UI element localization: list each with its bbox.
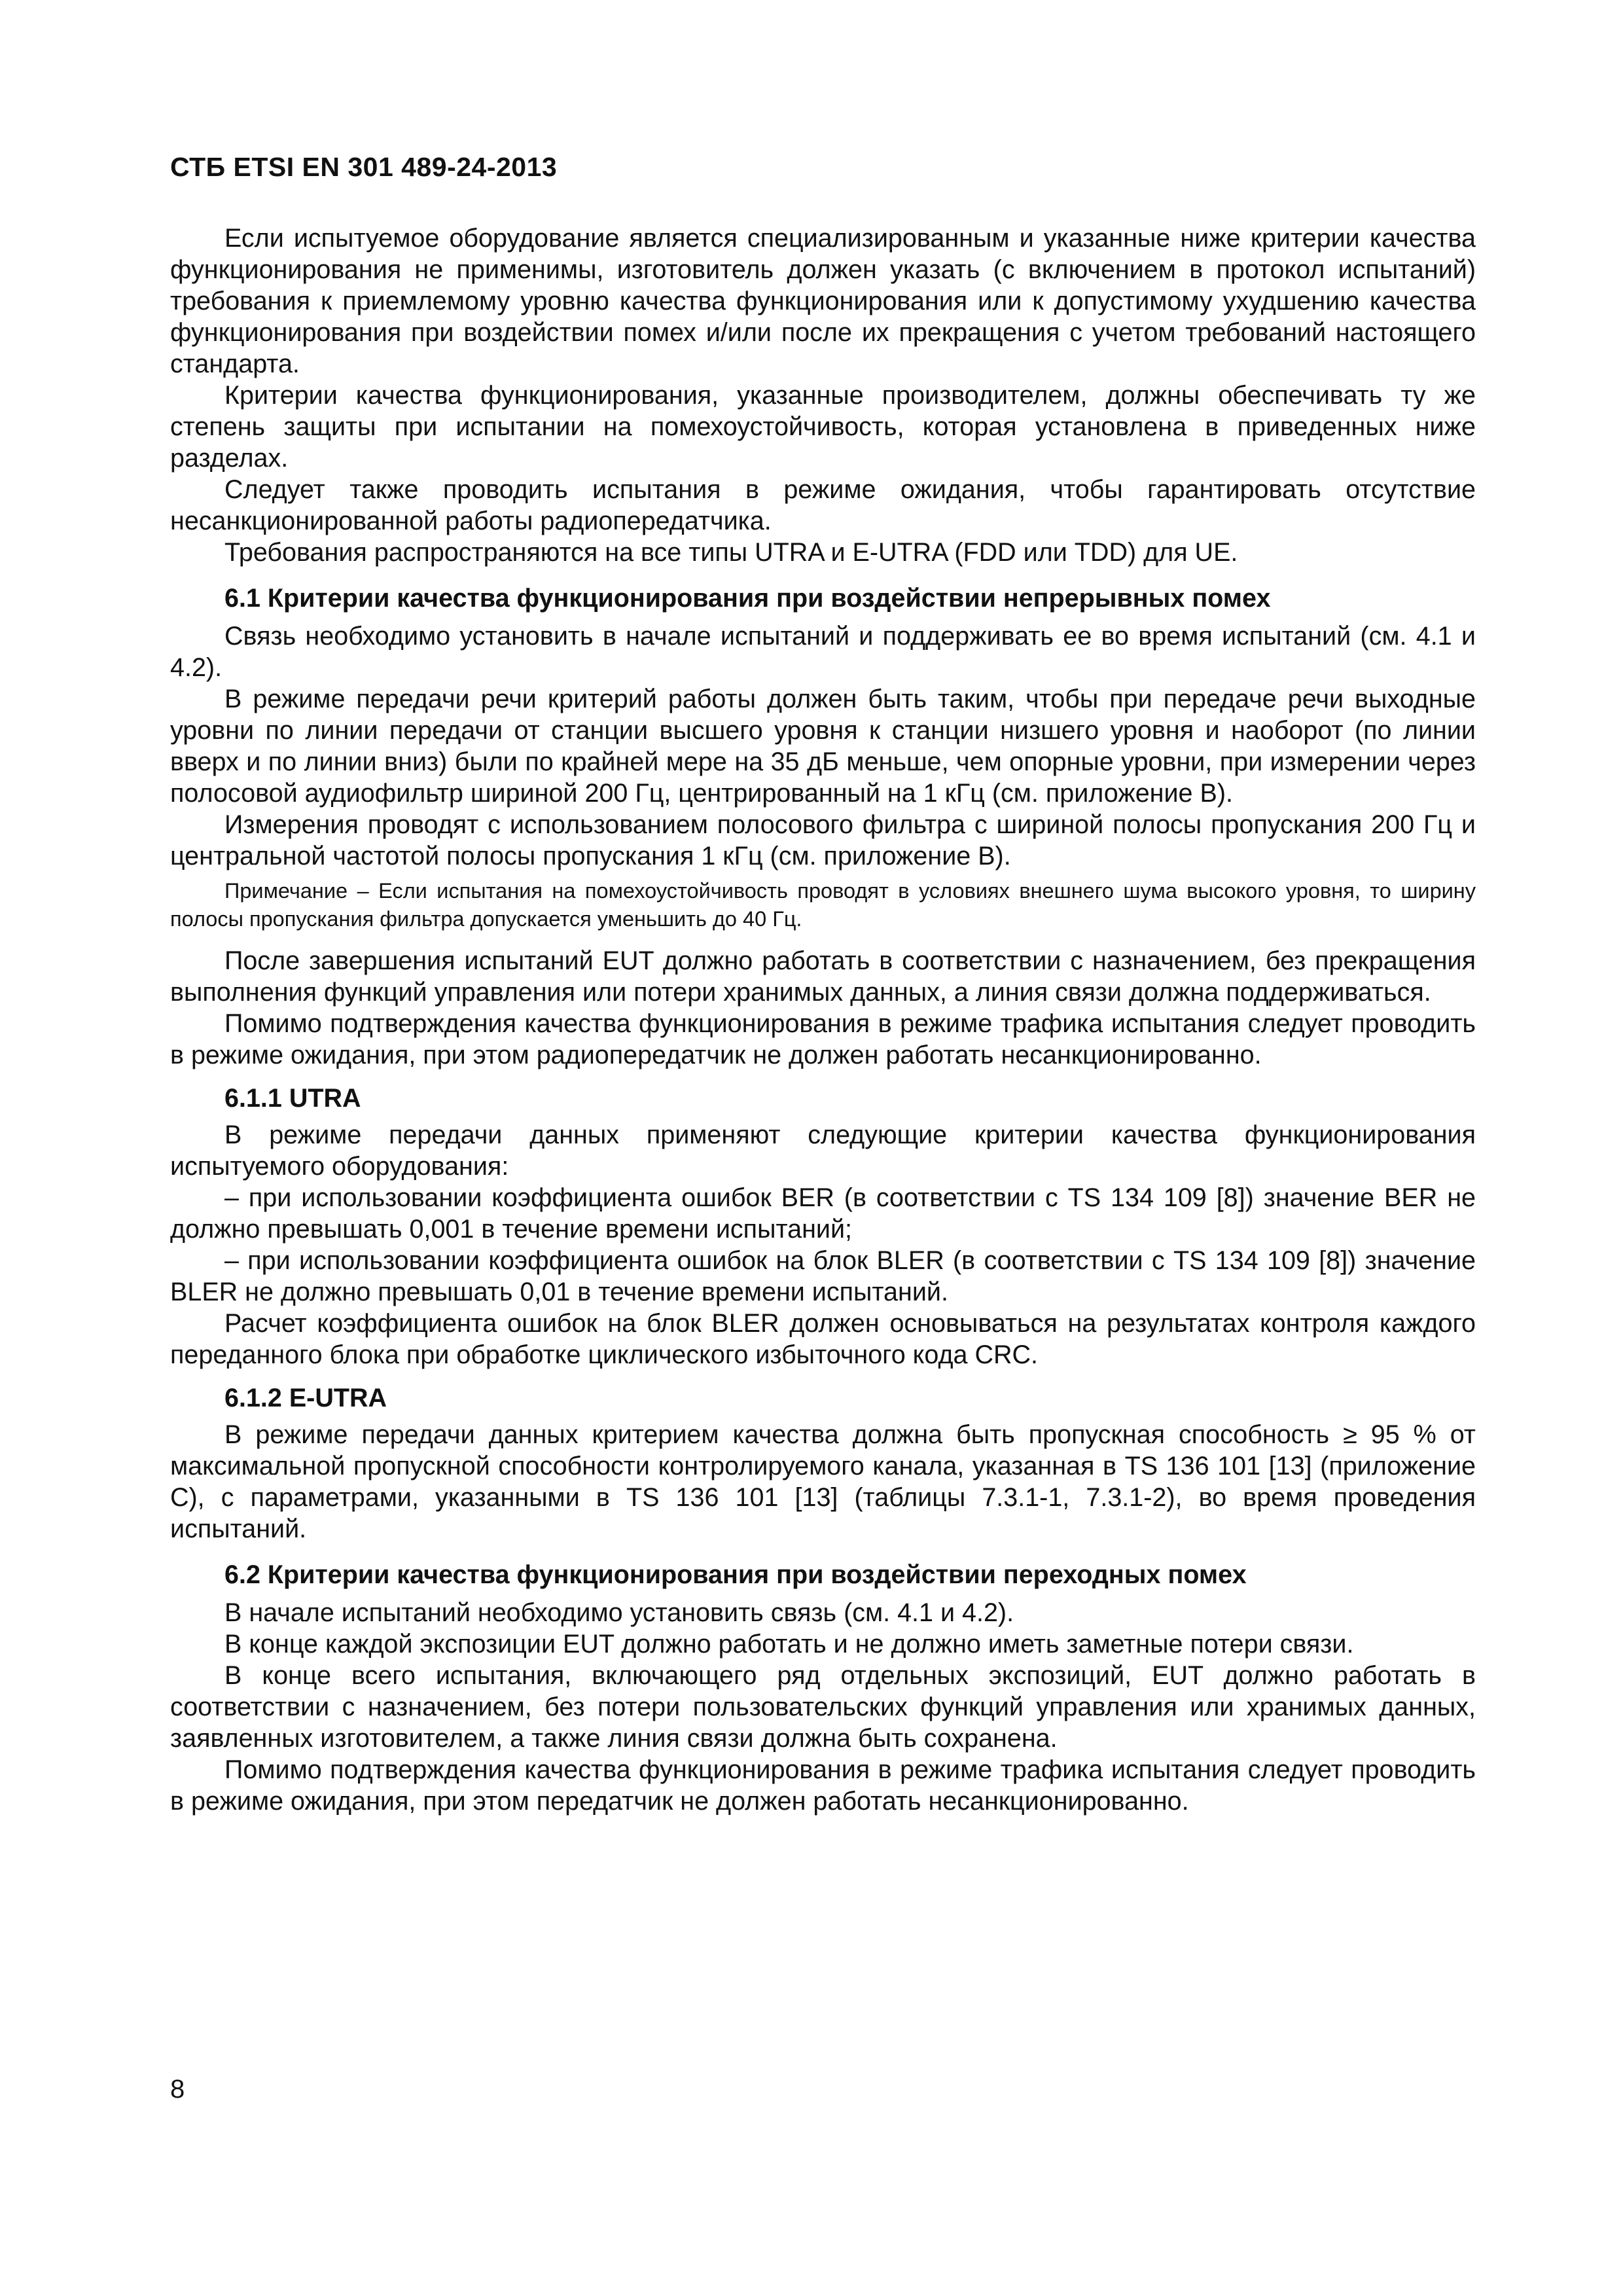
paragraph: В режиме передачи данных критерием качества должна быть пропускная способность ≥ 95 % от максимальной пропускной способности контролируемого канала, указанная в TS 136 101 [13] (приложение С), с параметрами, указанными в TS 136 101 [13] (таблицы 7.3.1-1, 7.3.1-2), во время проведения испытаний.	[170, 1420, 1476, 1543]
page-number: 8	[170, 2075, 185, 2104]
section-heading-6-1-2: 6.1.2 E-UTRA	[224, 1384, 387, 1412]
paragraph: Измерения проводят с использованием полосового фильтра с шириной полосы пропускания 200 Гц и центральной частотой полосы пропускания 1 кГц (см. приложение В).	[170, 810, 1476, 870]
paragraph: В конце каждой экспозиции EUT должно работать и не должно иметь заметные потери связи.	[224, 1630, 1354, 1659]
paragraph: После завершения испытаний EUT должно работать в соответствии с назначением, без прекращения выполнения функций управления или потери хранимых данных, а линия связи должна поддерживаться.	[170, 946, 1476, 1007]
document-body	[170, 223, 1476, 1817]
paragraph: Если испытуемое оборудование является специализированным и указанные ниже критерии качества функционирования не применимы, изготовитель должен указать (с включением в протокол испытаний) требования к приемлемому уровню качества функционирования или к допустимому ухудшению качества функционирования при воздействии помех и/или после их прекращения с учетом требований настоящего стандарта.	[170, 224, 1476, 378]
list-item: – при использовании коэффициента ошибок BER (в соответствии с TS 134 109 [8]) значение BER не должно превышать 0,001 в течение времени испытаний;	[170, 1183, 1476, 1244]
paragraph: Помимо подтверждения качества функционирования в режиме трафика испытания следует проводить в режиме ожидания, при этом передатчик не должен работать несанкционированно.	[170, 1755, 1476, 1816]
note: Примечание – Если испытания на помехоустойчивость проводят в условиях внешнего шума высокого уровня, то ширину полосы пропускания фильтра допускается уменьшить до 40 Гц.	[170, 879, 1476, 931]
section-heading-6-2: 6.2 Критерии качества функционирования при воздействии переходных помех	[224, 1560, 1247, 1589]
paragraph: Помимо подтверждения качества функционирования в режиме трафика испытания следует проводить в режиме ожидания, при этом радиопередатчик не должен работать несанкционированно.	[170, 1009, 1476, 1069]
paragraph: Связь необходимо установить в начале испытаний и поддерживать ее во время испытаний (см. 4.1 и 4.2).	[170, 622, 1476, 682]
section-heading-6-1-1: 6.1.1 UTRA	[224, 1084, 361, 1113]
paragraph: Расчет коэффициента ошибок на блок BLER должен основываться на результатах контроля каждого переданного блока при обработке циклического избыточного кода CRC.	[170, 1309, 1476, 1369]
paragraph: В режиме передачи речи критерий работы должен быть таким, чтобы при передаче речи выходные уровни по линии передачи от станции высшего уровня к станции низшего уровня и наоборот (по линии вверх и по линии вниз) были по крайней мере на 35 дБ меньше, чем опорные уровни, при измерении через полосовой аудиофильтр шириной 200 Гц, центрированный на 1 кГц (см. приложение В).	[170, 685, 1476, 808]
paragraph: В режиме передачи данных применяют следующие критерии качества функционирования испытуемого оборудования:	[170, 1121, 1476, 1181]
paragraph: Критерии качества функционирования, указанные производителем, должны обеспечивать ту же степень защиты при испытании на помехоустойчивость, которая установлена в приведенных ниже разделах.	[170, 381, 1476, 473]
paragraph: Следует также проводить испытания в режиме ожидания, чтобы гарантировать отсутствие несанкционированной работы радиопередатчика.	[170, 475, 1476, 535]
document-title: СТБ ETSI EN 301 489-24-2013	[170, 152, 558, 182]
paragraph: В конце всего испытания, включающего ряд отдельных экспозиций, EUT должно работать в соответствии с назначением, без потери пользовательских функций управления или хранимых данных, заявленных изготовителем, а также линия связи должна быть сохранена.	[170, 1661, 1476, 1753]
paragraph: Требования распространяются на все типы UTRA и E-UTRA (FDD или TDD) для UE.	[224, 538, 1238, 567]
section-heading-6-1: 6.1 Критерии качества функционирования при воздействии непрерывных помех	[224, 584, 1271, 613]
paragraph: В начале испытаний необходимо установить связь (см. 4.1 и 4.2).	[224, 1598, 1014, 1627]
list-item: – при использовании коэффициента ошибок на блок BLER (в соответствии с TS 134 109 [8]) значение BLER не должно превышать 0,01 в течение времени испытаний.	[170, 1246, 1476, 1306]
